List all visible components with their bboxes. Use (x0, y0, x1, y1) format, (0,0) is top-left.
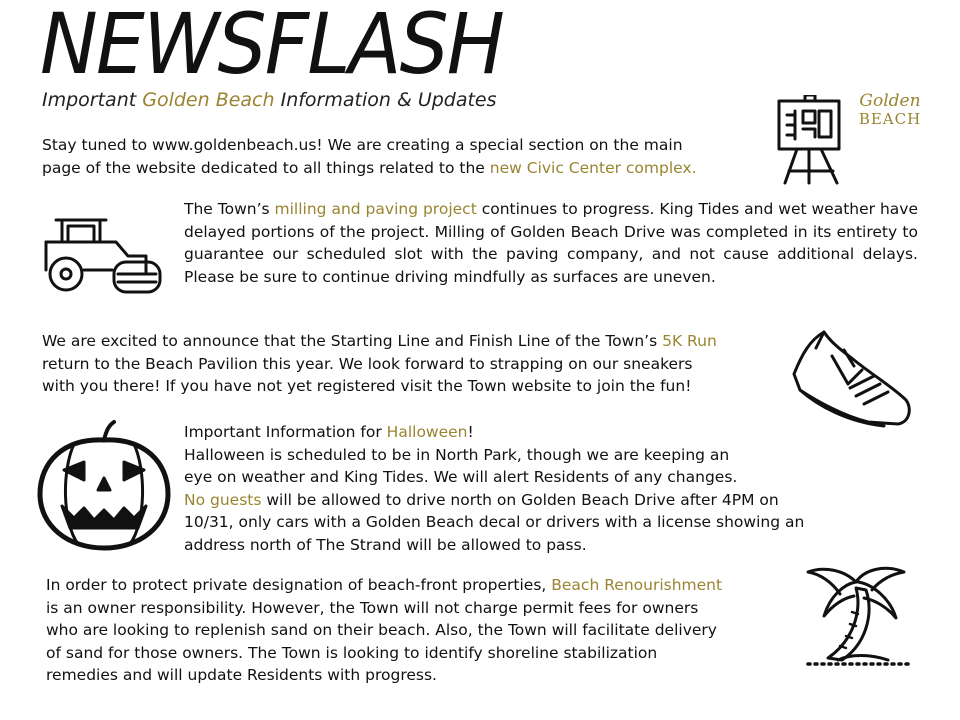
halloween-line5: 10/31, only cars with a Golden Beach decal or drivers with a license showing an (184, 513, 805, 531)
page-subtitle (42, 89, 497, 111)
halloween-line1 (184, 421, 804, 444)
halloween-line4-post: will be allowed to drive north on Golden Beach Drive after 4PM on (261, 490, 779, 509)
paving-pre: The Town’s (184, 200, 275, 218)
section-website (42, 134, 697, 179)
website-line2-pre: page of the website dedicated to all things related to the (42, 158, 490, 177)
beach-line2: is an owner responsibility. However, the Town will not charge permit fees for owners (46, 598, 699, 617)
paving-body: continues to progress. King Tides and wet weather have delayed portions of the project. Milling of Golden Beach Drive was completed in its entirety to guarantee our scheduled slot with the paving company, and not cause additional delays. Please be sure to continue driving mindfully as surfaces are uneven. (184, 200, 918, 286)
beach-line1-pre: In order to protect private designation of beach-front properties, (46, 576, 552, 594)
fivek-highlight: 5K Run (662, 332, 717, 350)
civic-center-highlight: new Civic Center complex. (489, 158, 697, 177)
logo-line2: BEACH (858, 110, 922, 128)
golden-beach-logo (850, 92, 930, 128)
subtitle-post: Information & Updates (274, 89, 497, 111)
paving-highlight: milling and paving project (274, 200, 477, 218)
no-guests-highlight: No guests (184, 490, 262, 509)
halloween-line4 (184, 489, 804, 512)
section-paving (184, 198, 918, 288)
fivek-line1 (42, 330, 717, 353)
page-title: NEWSFLASH (40, 0, 504, 93)
beach-line3: who are looking to replenish sand on their beach. Also, the Town will facilitate delivery (46, 621, 717, 639)
section-5k (42, 330, 717, 398)
beach-line1 (46, 574, 722, 597)
website-line1: Stay tuned to www.goldenbeach.us! We are creating a special section on the main (42, 136, 683, 154)
halloween-line2: Halloween is scheduled to be in North Park, though we are keeping an (184, 445, 730, 464)
halloween-line3: eye on weather and King Tides. We will alert Residents of any changes. (184, 468, 738, 486)
subtitle-pre: Important (42, 89, 143, 111)
halloween-line1-post: ! (467, 423, 474, 441)
halloween-line6: address north of The Strand will be allowed to pass. (184, 535, 587, 554)
beach-line5: remedies and will update Residents with progress. (46, 666, 437, 684)
halloween-line1-pre: Important Information for (184, 423, 387, 441)
fivek-line2: return to the Beach Pavilion this year. We look forward to strapping on our sneakers (42, 354, 693, 373)
sneaker-icon (788, 326, 916, 434)
halloween-highlight: Halloween (386, 423, 468, 441)
fivek-line3: with you there! If you have not yet registered visit the Town website to join the fun! (42, 377, 692, 395)
fivek-line1-pre: We are excited to announce that the Starting Line and Finish Line of the Town’s (42, 332, 663, 350)
subtitle-highlight: Golden Beach (142, 89, 275, 111)
road-roller-icon (38, 212, 168, 300)
website-line2 (42, 157, 697, 180)
section-halloween (184, 421, 804, 556)
palm-tree-icon (800, 560, 916, 672)
easel-blueprint-icon (775, 95, 845, 185)
jack-o-lantern-icon (34, 418, 174, 552)
beach-renourishment-highlight: Beach Renourishment (551, 576, 723, 594)
beach-line4: of sand for those owners. The Town is looking to identify shoreline stabilization (46, 643, 658, 662)
section-beach (46, 574, 722, 687)
logo-line1: Golden (859, 91, 921, 111)
